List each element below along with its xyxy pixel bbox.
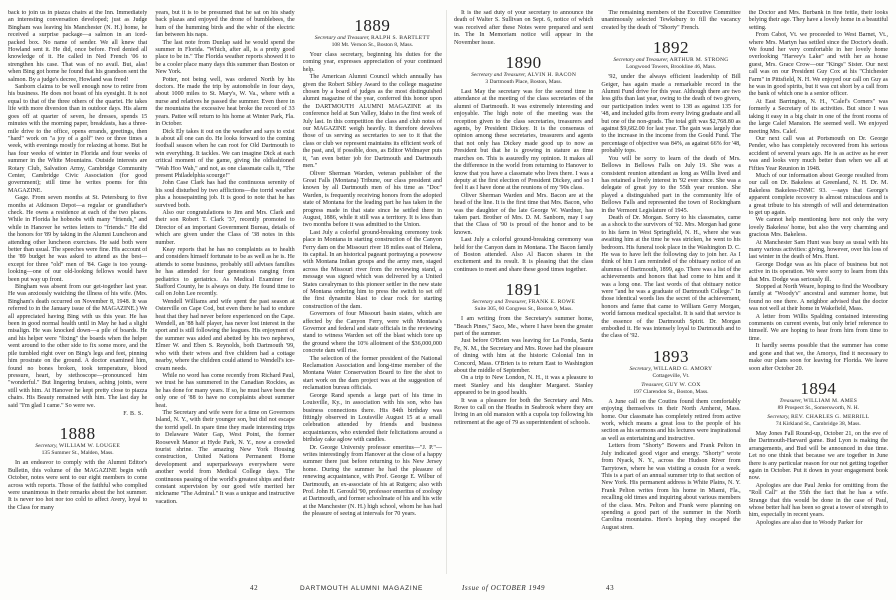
officer-name: FRANK E. ROWE [528, 299, 576, 306]
paragraph: You will be sorry to learn of the death of Mrs. Bellows in Bellows Falls on July 19. She was a consistent reunion attendant as long as Willis lived and has retained a lively interest in '92 ever since. She was a delegate of great joy to the 55th year reunion. She played a distinguished part in the community life of Bellows Falls and represented the town of Rockingham in the Vermont Legislature of 1945. [601, 155, 741, 214]
paragraph: Apologies are also due to Woody Parker for [755, 519, 863, 526]
officer-address: 3 Dartmouth Place, Boston, Mass. [485, 79, 562, 86]
column-1 [8, 10, 147, 574]
paragraph: Potter, not being well, was ordered North by his doctors. He made the trip by automobile in four days, about 1000 miles to St. Mary's, W. Va., where with a nurse and relatives he passed the summer. Even there in the mountains the excessive heat broke the record of 33 years. Pattee will return to his home at Winter Park, Fla. in October. [155, 76, 295, 128]
class-heading-1892 [601, 38, 740, 71]
officer-role: Secretary and Treasurer, [314, 35, 370, 41]
officer-role: Secretary and Treasurer, [472, 299, 527, 306]
officer-name: ALVIN H. BACON [527, 72, 577, 79]
signature-initials: F. B. S. [123, 410, 144, 417]
paragraph: We cannot help mentioning here not only the very lovely Bakeless' home, but also the very charming and gracious Mrs. Bakeless. [748, 217, 888, 239]
officer-address: 108 Mt. Vernon St., Boston 8, Mass. [331, 42, 414, 48]
officer-name: REV. CHARLES G. MERRILL [790, 413, 870, 420]
column-5 [601, 10, 740, 574]
paragraph: The Secretary and wife were for a time on Governors Island, N. Y., with their younger son, but did not escape the torrid spell. In spare time they made interesting trips to Delaware Water Gap, West Point, the former Roosevelt Manor at Hyde Park, N. Y., now a crowded tourist shrine. The amazing New York Housing construction, United Nations Permanent Home development and superparkways everywhere were another world from Medical College days. The continuous passing of the world's greatest ships and their constant supervision by our good wife merited her nickname "The Admiral." It was a unique and instructive vacation. [155, 409, 295, 505]
paragraph: Much of our information about George resulted from our call on Dr. Bakeless at Greenland, N. H. Dr. M. Bakeless Bakeless-INMC 93. —says that George's apparent complete recovery is almost miraculous and is a great tribute to his strength of will and determination to get up again. [748, 172, 888, 216]
column-3 [303, 10, 442, 574]
officer-name: RALPH S. BARTLETT [370, 35, 430, 41]
paragraph: I am writing from the Secretary's summer home, "Beach Pines," Saco, Me., where I have been the greater part of the summer. [454, 316, 594, 337]
class-heading-1889 [303, 16, 442, 49]
class-heading-1891 [454, 280, 593, 313]
paragraph: In an endeavor to comply with the Alumni Editor's Bulletin, this volume of the MAGAZINE begin with October, notes were sent to our eight members to come across with reports. Those of the faithful who complied were unanimous in their remarks about the hot summer. It is never too hot nor too cold to affect Avery, loyal to the Class for many [8, 460, 148, 511]
class-officer [601, 366, 740, 373]
paragraph: At East Barrington, N. H., "Calef's Corners" was formerly a Secretary of its activities. But since I was taking it easy in a big chair in one of the front rooms of the large Calef Mansion. He seemed well. We enjoyed meeting Mrs. Calef. [748, 98, 888, 135]
class-heading-1893 [601, 347, 740, 396]
officer-address: 74 Kirkland St., Cambridge 38, Mass. [775, 420, 861, 427]
class-officer [303, 35, 442, 42]
paragraph: Sanborn claims to be well enough now to retire from his business. He does not boast of his eyesight. It is not equal to that of the three others of the quartet. He takes life with more diversion than in outdoor days. His alarm goes off at quarter of seven, he dresses, spends 15 minutes with the morning paper, breakfasts, has a three-mile drive to the office, opens errands, greetings, then "hard" work on "a joy of a golf" two or three times a week, with evenings mostly for relaxing at home. But he has four weeks of winter in Florida and four weeks of summer in the White Mountains. Outside interests are Rotary Club, Salvation Army, Cambridge Community Center, Cambridge Civic Association (for good government); still time he writes poems for this MAGAZINE. [8, 84, 148, 194]
class-year: 1892 [652, 38, 689, 58]
paragraph: Just before O'Brien was leaving for La Fonda, Santa Fe, N. M., the Secretary and Mrs. Rowe had the pleasure of dining with him at the historic Colonial Inn in Concord, Mass. O'Brien is to return East to Washington about the middle of September. [454, 338, 594, 375]
column-6 [749, 10, 888, 574]
column-4 [454, 10, 593, 574]
class-heading-1890 [454, 53, 593, 86]
issue-date: Issue of OCTOBER 1949 [462, 584, 546, 592]
officer-role: Secretary, [629, 365, 652, 372]
class-year: 1888 [59, 424, 96, 444]
class-officer [601, 57, 740, 64]
page-42 [8, 10, 442, 574]
paragraph: Last July a colorful ground-breaking ceremony took place in Montana in starting construction of the Canyon Ferry dam on the Missouri river 18 miles east of Helena, its capital. In an historical pageant portraying a powwow with Montana Indian groups and the army men, staged across the Missouri river from the reviewing stand, a message was signed which was delivered by a United States cavalryman to this pioneer settler in the new state of Montana ordering him to press the switch to set off the first dynamite blast to clear rock for starting construction of the dam. [302, 229, 442, 310]
class-year: 1891 [505, 280, 542, 300]
paragraph: Stopped at North Weare, hoping to find the Woodbury family at "Woody's" ancestral and summer home, but found no one there. A neighbor advised that the doctor was not well at their home in Wakefield, Mass. [748, 284, 888, 313]
class-year: 1893 [652, 346, 689, 366]
paragraph: the Doctor and Mrs. Burbank in fine fettle, their looks belying their age. They have a lovely home in a beautiful setting. [748, 10, 888, 31]
paragraph: Dick Ely takes it out on the weather and says to exist is about all one can do. He looks forward to the coming football season when he can root for Old Dartmouth to win everything. It tackles. We can imagine Dick at each critical moment of the game, giving the oldfashioned "Wah Hoo Wah," and not, as one classmate calls it, "The present Philadelphia scourge!" [155, 128, 295, 179]
paragraph: George Dodge was as his place of business but not active in its operation. We were sorry to learn from this that Mrs. Dodge was seriously ill. [748, 261, 888, 283]
class-officer [454, 299, 593, 306]
paragraph: Also our congratulations to Jim and Mrs. Clark and their son Robert T. Clark '37, recently promoted to Director of an important Government Bureau, details of which are given under the Class of '38 notes in this number. [155, 209, 295, 246]
officer-address: Cottageville, Vt. [652, 372, 690, 379]
class-officer [749, 414, 888, 421]
paragraph: On a trip to New London, N. H., it was a pleasure to meet Stanley and his daughter Margaret. Stanley appeared to be in good health. [454, 375, 594, 397]
paragraph: The last note from Dunlap said he would spend the summer in Florida. "Which, after all, is a pretty good place to be in." The Florida weather reports showed it to be a cooler place many days this summer than Boston or New York. [155, 39, 295, 76]
class-officer [454, 72, 593, 79]
paragraph: back to join us in piazza chairs at the Inn. Immediately an interesting conversation developed; just as Judge Bingham was leaving his Manchester (N. H.) home, he received a surprise package—a salmon in an iced-packed box. No name of sender. We all knew that Howland sent it. He did, once before. Fred denied all knowledge of it. He called in Ned French '06 to strengthen his case. That was of no avail. But, alas! when Bing got home he found that his grandson sent the salmon. By a judge's decree, Howland was freed! [8, 10, 148, 83]
paragraph: Death of Dr. Morgan. Sorry to his classmates, came as a shock to the survivors of '92. Mrs. Morgan had gone to his farm in West Springfield, N. H., where she was awaiting him at the time he was stricken, he went to his bedroom. His funeral took place in the Washington D. C. He was to have left the following day to join her. As I think of him I am reminded of the obituary notice of an alumnus of Dartmouth, 1899, ago. There was a list of the achievements and honors that had come to him and it was a long one. The last words of that obituary notice were "and he was a graduate of Dartmouth College." In those identical words lies the secret of the achievement, honors and fame that came to William Gerry Morgan, world famous medical specialist. It is said that service is the essence of the Dartmouth Spirit. Dr. Morgan embodied it. He was intensely loyal to Dartmouth and to the class of '92. [601, 214, 741, 340]
paragraph: George Rand spends a large part of his time in Louisville, Ky., in association with his son, who has business connections there. His 84th birthday was fittingly observed in Louisville August 15 at a small celebration attended by friends and business acquaintances, who extended their felicitations around a birthday cake aglow with candles. [302, 392, 442, 444]
officer-role: Secretary and Treasurer, [471, 72, 526, 79]
paragraph: Bingham was absent from our get-together last year. He was anxiously watching the illness of his wife. (Mrs. Bingham's death occurred on November 8, 1948. It was referred to in the January issue of the MAGAZINE.) We all appreciated having Bing with us this year. He has been in good normal health until in May he had a slight misalign. He was knocked down—a pile of boards. He and his helper were "fixing" the boards when the helper went around to the other side to fix some more, and the pile tumbled right over on Bing's legs and feet, pinning him prostrate on the ground. A doctor examined him, found no bones broken, took temperature, blood pressure, heart, by stethoscope—pronounced him "wonderful." But lingering bruises, aching joints, were still with him. At Hanover he kept pretty close to piazza chairs. His Beauty remained with him. The last day he said "I'm glad I came." So were we. [8, 284, 148, 409]
officer-role: Treasurer, [779, 397, 802, 404]
paragraph: Governors of four Missouri basin states, which are affected by the Canyon Ferry, were with Montana's Governor and federal and state officials in the reviewing stand to witness Warden set off the blast which tore up the ground where the 10% allotment of the $36,000,000 concrete dam will rise. [302, 311, 442, 355]
class-year: 1889 [354, 16, 391, 35]
page-number-right: 43 [606, 584, 615, 592]
paragraph: Dr. George Universiy professor emeritus—"J. P."—writes interestingly from Hanover at the close of a happy summer there just before returning to his New Jersey home. During the summer he had the pleasure of renewing acquaintance, with Prof. George E. Wilbur of Dartmouth, an ex-associate of his at Rutgers; also with Prof. John H. Gerould '90, professor emeritus of zoology at Dartmouth, and former schoolmate of his and his wife at the Manchester (N. H.) high school, whom he has had the pleasure of seeing at intervals for 70 years. [302, 444, 442, 518]
officer-address: 135 Summer St., Malden, Mass. [41, 450, 114, 457]
paragraph: years, but it is to be presumed that he sat on his shady back plazas and enjoyed the drone of bumblebees, the hum of the humming birds and the whir of the electric fan between his naps. [155, 10, 295, 39]
class-officer [8, 443, 147, 450]
officer-name: WILLARD G. AMORY [653, 365, 713, 372]
class-year: 1890 [505, 53, 542, 73]
officer-role: Treasurer, [641, 381, 664, 388]
paragraph: Apologies are due Paul Jenks for omitting from the "Roll Call" at the 55th the fact that he has a wife. Strange that this would be done in the case of Paul, whose better half has been so great a tower of strength to him, especially in recent years. [748, 482, 888, 519]
paragraph: It is the sad duty of your secretary to announce the death of Walter S. Sullivan on Sept. 6, notice of which was received after these Notes were prepared and sent in. The In Memoriam notice will appear in the November issue. [454, 10, 594, 46]
column-2 [155, 10, 294, 574]
paragraph: Last May the secretary was for the second time in attendance at the meeting of the class secretaries of the alumni of Dartmouth. It was extremely interesting and enjoyable. The high note of the meeting was the reception given to the class secretaries, treasurers and agents, by President Dickey. It is the consensus of opinion among these secretaries, treasurers and agents that not only has Dickey made good up to now as President but that he is growing in stature as time marches on. This is assuredly my opinion. It makes all the difference in the world from returning to Hanover to know that you have a classmate who lives there. I was a deputy at the first election of President Dickey, and so I feel it as I have done at the reunions of my '90s class. [454, 89, 594, 192]
paragraph: Keay reports that he has no complaints as to health and considers himself fortunate to be as well as he is. He attends to some business, probably still advises families he has attended for four generations ranging from pediatrics to geriatrics. As Medical Examiner for Stafford County, he is always on duty. He found time to call on John Lee recently. [155, 247, 295, 298]
page-43 [454, 10, 888, 574]
officer-name: GUY W. COX [665, 381, 701, 388]
officer-role: Secretary and Treasurer, [613, 57, 669, 64]
paragraph: The American Alumni Council which annually has given the Robert Sibley Award to the college magazine chosen by a board of judges as the most distinguished alumni magazine of the year, conferred this honor upon the DARTMOUTH ALUMNI MAGAZINE at its conference held at Sun Valley, Idaho in the first week of July last. In this competition the class and club notes of our MAGAZINE weigh heavily. It therefore devolves those of us serving as secretaries to see to it that the class or club we represent maintains its efficient work of the past, and, if possible, does, as Editor Widmayer puts it, "an even better job for Dartmouth and Dartmouth men." [302, 74, 442, 170]
officer-role: Secretary, [767, 413, 790, 420]
paragraph: John Case Clark has had the continuous serenity of his soul disturbed by two afflictions—the torrid weather plus a housepainting job. It is good to note that he has survived both. [155, 180, 295, 209]
officer-name: ARTHUR M. STRONG [669, 57, 729, 64]
paragraph: The selection of the former president of the National Reclamation Association and long-time member of the Montana Water Conservation Board to fire the shot to start work on the dam project was at the suggestion of reclamation bureau officials. [302, 355, 442, 392]
class-officer [601, 382, 740, 389]
paragraph: Your class secretary, beginning his duties for the coming year, expresses appreciation of your continued help. [302, 52, 442, 73]
paragraph: While no word has come recently from Richard Paul, we trust he has summered in the Canadian Rockies, as he has done for many years. If so, he must have been the only one of '88 to have no complaints about summer heat. [155, 372, 295, 409]
officer-role: Secretary, [35, 443, 58, 450]
page-gutter [446, 10, 447, 574]
paragraph: A June call on the Coutins found them comfortably enjoying themselves in their North Amherst, Mass. home. Our classmate has completely retired from active work, which means a great loss to the people of his section as his sermons and his lectures were inspirational as well as entertaining and instructive. [601, 398, 741, 442]
officer-address: 197 Clarendon St., Boston, Mass. [633, 388, 709, 395]
paragraph: From Cabot, Vt. we proceeded to West Barnet, Vt., where Mrs. Martyn has settled since the Doctor's death. We found her very comfortable in her lovely home overlooking "Harvey's Lake" and with her as house guest, Mrs. Grace Crow—our "Kings" Sister. Our next call was on our President Guy Cox at his "Chichester Farm" in Pittsfield, N. H. We enjoyed our call on Guy as he was in good spirits, but it was cut short by a call from the bank of which one is a senior officer. [748, 32, 888, 98]
officer-address: Longwood Towers, Brookline 46, Mass. [625, 64, 717, 71]
paragraph: Our next call was at Portsmouth on Dr. George Pender, who has completely recovered from his serious accident of several years ago. He is as active as he ever was and looks very much better than when we all at Fifties Year Reunion in 1948. [748, 135, 888, 172]
paragraph: Letters from "Shorty" Bowers and Frank Pelton in July indicated good vigor and energy. "Shorty" wrote from Nyack, N. Y., across the Hudson River from Tarrytown, where he was visiting a cousin for a week. This is a part of an annual summer trip to that section of New York. His permanent address is White Plains, N. Y. Frank Pelton writes from his home in Miami, Fla., recalling old times and inquiring about various members of the class. Mrs. Pelton and Frank were planning on spending a good part of the summer in the North Carolina mountains. Here's hoping they escaped the August siren. [601, 443, 741, 531]
paragraph: It was a pleasure for both the Secretary and Mrs. Rowe to call on the Heaths in Seabrook where they are living in an old mansion with a cupola top following his retirement at the age of 79 as superintendent of schools. [454, 397, 594, 426]
class-officer [749, 398, 888, 405]
class-year: 1894 [800, 378, 837, 398]
paragraph: Last July a colorful ground-breaking ceremony was held for the Canyon dam in Montana. The Bacon family of Boston attended. Also Al Bacon shares in the excitement and its result. It is pleasing that the class continues to meet and share these good times together. [454, 237, 594, 273]
class-heading-1888 [8, 424, 147, 457]
paragraph: It hardly seems possible that the summer has come and gone and that we, the Amorys, find it necessary to make our plans soon for leaving for Florida. We leave soon after October 20. [748, 343, 888, 372]
class-heading-1894 [749, 379, 888, 428]
officer-name: WILLIAM W. LOUGEE [58, 443, 121, 450]
paragraph: Oliver Sherman Warden, veteran publisher of the Great Falls (Montana) Tribune, our class president and known by all Dartmouth men of his time as "Doc" Warden, is frequently receiving honors from the adopted state of Montana for the leading part he has taken in the progress made in that state since he settled there in August, 1886, while it still was a territory. It is less than two months before it was admitted to the Union. [302, 170, 442, 229]
officer-address: 89 Prospect St., Somersworth, N. H. [777, 404, 860, 411]
officer-name: WILLIAM M. AMES [803, 397, 858, 404]
paragraph: Gage. From seven months at St. Petersburg to five months at Atkinson Depot—a regular or grandfather's check. He owns a residence at each of the two places. While in Florida he hobnobs with many "friends," and while in Hanover he writes letters to "friends." He did the honors for '89 by taking in the Alumni Luncheon and attending other luncheon exercises. He said both were better than usual. The speeches were fine. His account of the '89 budget he was asked to attend as the best—except for three "old" men of '84. Gage is too young-looking—one of our old-looking fellows would have been put way up front. [8, 195, 148, 283]
paragraph: Oliver Sherman Warden and Mrs. Bacon are at the head of the line. It is the first time that Mrs. Bacon, who was the daughter of the late George W. Wardner, has taken part. Brother of Mrs. D. M. Sanborn, may I say that the Class of '90 is proud of the honor and to be known. [454, 192, 594, 236]
paragraph: '92, under the always efficient leadership of Bill Geiger, has again made a remarkable record in the Alumni Fund drive for this year. Although there are two less gifts than last year, owing to the death of two givers, our participation index went to 138 as against 135 for '48, and included gifts from every living graduate and all but one of the non-grads. The total gift was $2,768.80 as against $9,682.00 for last year. The gain was largely due to the increase in the income from the Gould Fund. The percentage of objective was 84%, as against 66% for '48, probably tops. [601, 74, 741, 155]
paragraph: May Jones Fall Round-up, October 21, on the eve of the Dartmouth-Harvard game. Bud Lyon is making the arrangements, and Bud will be announced in due time. Let no one think that because we are together in June there is any particular reason for our not getting together again in October. Put it down in your engagement book now. [748, 430, 888, 482]
paragraph: A letter from Willis Spalding contained interesting comments on current events, but only brief reference to himself. We are hoping to hear from him from time to time. [748, 313, 888, 342]
magazine-name: DARTMOUTH ALUMNI MAGAZINE [300, 585, 424, 592]
paragraph: Wendell Williams and wife spent the past season at Osterville on Cape Cod, but even there he had to endure heat that they had never before experienced on the Cape. Wendell, an '88 half player, has never lost interest in the sport and is still following the leagues. His enjoyment of the summer was aided and abetted by his two nephews, Elmer W. and Eben S. Reynolds, both Dartmouth '99, who with their wives and five children had a cottage nearby, where the children could attend to Wendell's ice-cream needs. [155, 298, 295, 372]
page-number-left: 42 [250, 584, 259, 592]
officer-address: Suite 305, 60 Congress St., Boston 9, Mass. [474, 306, 573, 313]
paragraph: The remaining members of the Executive Committee unanimously selected Tewksbury to fill the vacancy created by the death of "Shorty" French. [601, 10, 741, 31]
paragraph: At Manchester Sam Hunt was busy as usual with his many various activities: giving, however, over his loss of last winter in the death of Mrs. Hunt. [748, 239, 888, 261]
